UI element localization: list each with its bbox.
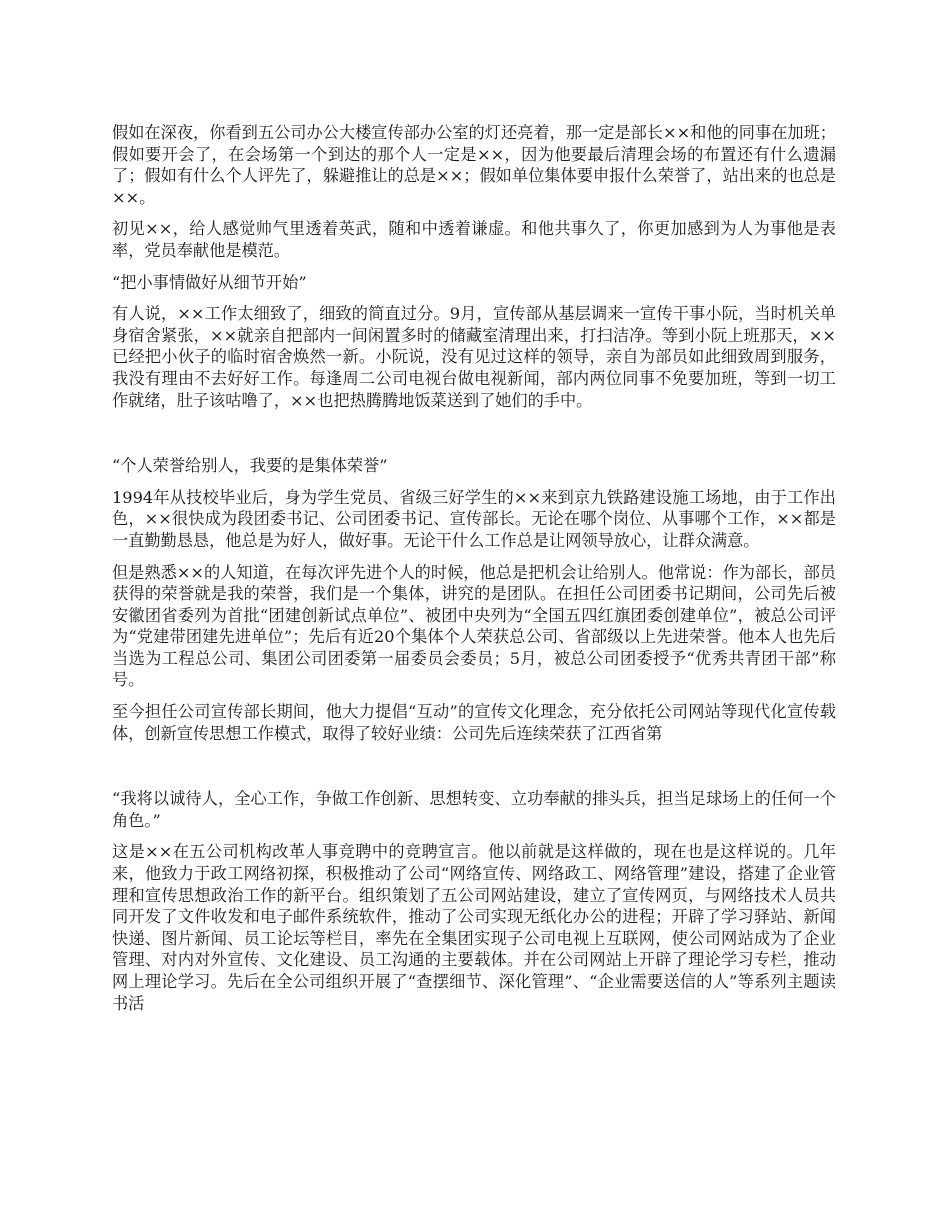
document-body (112, 122, 836, 1024)
paragraph-network: 这是××在五公司机构改革人事竞聘中的竞聘宣言。他以前就是这样做的，现在也是这样说的。几年来，他致力于政工网络初探，积极推动了公司“网络宣传、网络政工、网络管理”建设，搭建了企业管理和宣传思想政治工作的新平台。组织策划了五公司网站建设，建立了宣传网页，与网络技术人员共同开发了文件收发和电子邮件系统软件，推动了公司实现无纸化办公的进程；开辟了学习驿站、新闻快递、图片新闻、员工论坛等栏目，率先在全集团实现子公司电视上互联网，使公司网站成为了企业管理、对内对外宣传、文化建设、员工沟通的主要载体。并在公司网站上开辟了理论学习专栏，推动网上理论学习。先后在全公司组织开展了“查摆细节、深化管理”、“企业需要送信的人”等系列主题读书活 (112, 842, 836, 1013)
section-spacer (112, 421, 836, 455)
paragraph-first-impression: 初见××，给人感觉帅气里透着英武，随和中透着谦虚。和他共事久了，你更加感到为人为事他是表率，党员奉献他是模范。 (112, 219, 836, 260)
paragraph-details: 有人说，××工作太细致了，细致的简直过分。9月，宣传部从基层调来一宣传干事小阮，当时机关单身宿舍紧张，××就亲自把部内一间闲置多时的储藏室清理出来，打扫洁净。等到小阮上班那天，××已经把小伙子的临时宿舍焕然一新。小阮说，没有见过这样的领导，亲自为部员如此细致周到服务，我没有理由不去好好工作。每逢周二公司电视台做电视新闻，部内两位同事不免要加班，等到一切工作就绪，肚子该咕噜了，××也把热腾腾地饭菜送到了她们的手中。 (112, 304, 836, 410)
section-spacer (112, 754, 836, 788)
section-heading-details: “把小事情做好从细节开始” (112, 272, 307, 292)
paragraph-honors: 但是熟悉××的人知道，在每次评先进个人的时候，他总是把机会让给别人。他常说：作为部长，部员获得的荣誉就是我的荣誉，我们是一个集体，讲究的是团队。在担任公司团委书记期间，公司先后被安徽团省委列为首批“团建创新试点单位”、被团中央列为“全国五四红旗团委创建单位”，被总公司评为“党建带团建先进单位”；先后有近20个集体个人荣获总公司、省部级以上先进荣誉。他本人也先后当选为工程总公司、集团公司团委第一届委员会委员；5月，被总公司团委授予“优秀共青团干部”称号。 (112, 562, 836, 690)
section-heading-pledge: “我将以诚待人，全心工作，争做工作创新、思想转变、立功奉献的排头兵，担当足球场上的任何一个角色。” (112, 789, 836, 830)
paragraph-career: 1994年从技校毕业后，身为学生党员、省级三好学生的××来到京九铁路建设施工场地，由于工作出色，××很快成为段团委书记、公司团委书记、宣传部长。无论在哪个岗位、从事哪个工作，××都是一直勤勤恳恳，他总是为好人，做好事。无论干什么工作总是让网领导放心，让群众满意。 (112, 487, 836, 550)
paragraph-intro: 假如在深夜，你看到五公司办公大楼宣传部办公室的灯还亮着，那一定是部长××和他的同事在加班；假如要开会了，在会场第一个到达的那个人一定是××，因为他要最后清理会场的布置还有什么遗漏了；假如有什么个人评先了，躲避推让的总是××；假如单位集体要申报什么荣誉了，站出来的也总是××。 (112, 123, 836, 207)
paragraph-propaganda: 至今担任公司宣传部长期间，他大力提倡“互动”的宣传文化理念，充分依托公司网站等现代化宣传载体，创新宣传思想工作模式，取得了较好业绩：公司先后连续荣获了江西省第 (112, 702, 836, 743)
section-heading-honor: “个人荣誉给别人，我要的是集体荣誉” (112, 456, 388, 476)
